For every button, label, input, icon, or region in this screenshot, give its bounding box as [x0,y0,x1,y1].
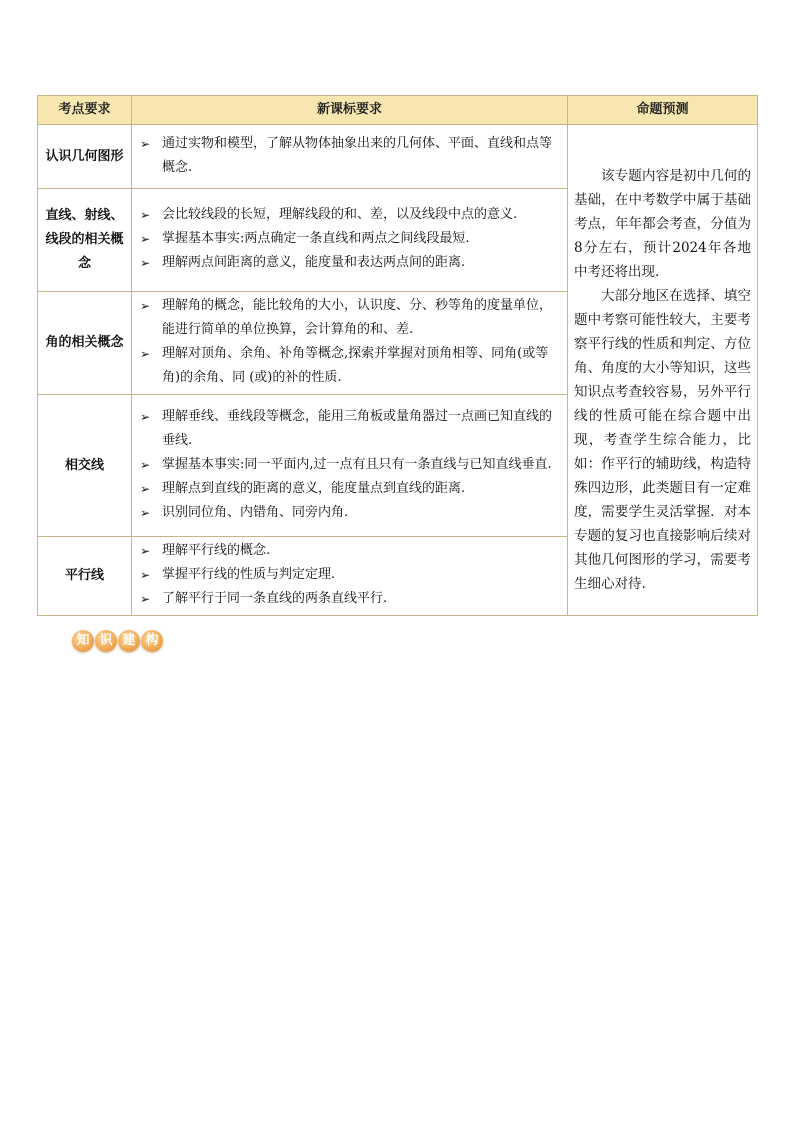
list-item: ➢ 理解两点间距离的意义，能度量和表达两点间的距离. [136,251,561,275]
badge-char: 识 [95,630,117,652]
badge-char: 建 [118,630,140,652]
list-item: ➢ 理解点到直线的距离的意义，能度量点到直线的距离. [136,477,561,501]
topic-cell: 认识几何图形 [38,125,132,189]
standard-cell [132,125,568,189]
header-prediction: 命题预测 [568,96,758,125]
standard-cell [132,537,568,616]
arrow-bullet-icon: ➢ [140,136,151,151]
badge-char: 构 [141,630,163,652]
list-item: ➢ 了解平行于同一条直线的两条直线平行. [136,587,561,611]
standard-cell [132,189,568,292]
arrow-bullet-icon: ➢ [140,568,151,582]
arrow-bullet-icon: ➢ [140,299,151,313]
arrow-bullet-icon: ➢ [140,481,151,496]
list-item: ➢ 掌握平行线的性质与判定定理. [136,563,561,587]
standard-cell [132,395,568,537]
header-topic: 考点要求 [38,96,132,125]
prediction-paragraph: 大部分地区在选择、填空题中考察可能性较大，主要考察平行线的性质和判定、方位角、角度的大小等知识，这些知识点考查较容易，另外平行线的性质可能在综合题中出现，考查学生综合能力，比如：作平行的辅助线，构造特殊四边形，此类题目有一定难度，需要学生灵活掌握．对本专题的复习也直接影响后续对其他几何图形的学习，需要考生细心对待. [574,288,751,592]
list-item: ➢ 通过实物和模型，了解从物体抽象出来的几何体、平面、直线和点等概念. [136,132,561,180]
arrow-bullet-icon: ➢ [140,347,151,361]
requirements-table [37,95,758,616]
badge-char: 知 [72,630,94,652]
arrow-bullet-icon: ➢ [140,544,151,558]
arrow-bullet-icon: ➢ [140,457,151,472]
list-item: ➢ 掌握基本事实:两点确定一条直线和两点之间线段最短. [136,227,561,251]
prediction-paragraph: 该专题内容是初中几何的基础，在中考数学中属于基础考点，年年都会考查，分值为8分左右，预计2024年各地中考还将出现. [574,168,751,280]
arrow-bullet-icon: ➢ [140,505,151,520]
list-item: ➢ 会比较线段的长短，理解线段的和、差，以及线段中点的意义. [136,203,561,227]
list-item: ➢ 掌握基本事实:同一平面内,过一点有且只有一条直线与已知直线垂直. [136,453,561,477]
list-item: ➢ 识别同位角、内错角、同旁内角. [136,501,561,525]
list-item: ➢ 理解平行线的概念. [136,539,561,563]
list-item: ➢ 理解角的概念，能比较角的大小，认识度、分、秒等角的度量单位，能进行简单的单位换算，会计算角的和、差. [136,294,561,342]
topic-cell: 平行线 [38,537,132,616]
arrow-bullet-icon: ➢ [140,592,151,606]
table-header-row [38,96,758,125]
arrow-bullet-icon: ➢ [140,256,151,270]
topic-cell: 相交线 [38,395,132,537]
table-row [38,125,758,189]
topic-cell: 直线、射线、线段的相关概念 [38,189,132,292]
arrow-bullet-icon: ➢ [140,208,151,222]
arrow-bullet-icon: ➢ [140,232,151,246]
prediction-cell [568,125,758,616]
header-standard: 新课标要求 [132,96,568,125]
topic-cell: 角的相关概念 [38,292,132,395]
list-item: ➢ 理解垂线、垂线段等概念，能用三角板或量角器过一点画已知直线的垂线. [136,405,561,453]
section-badge-knowledge-structure [72,630,163,652]
list-item: ➢ 理解对顶角、余角、补角等概念,探索并掌握对顶角相等、同角(或等角)的余角、同 (或)的补的性质. [136,342,561,390]
standard-cell [132,292,568,395]
arrow-bullet-icon: ➢ [140,409,151,424]
